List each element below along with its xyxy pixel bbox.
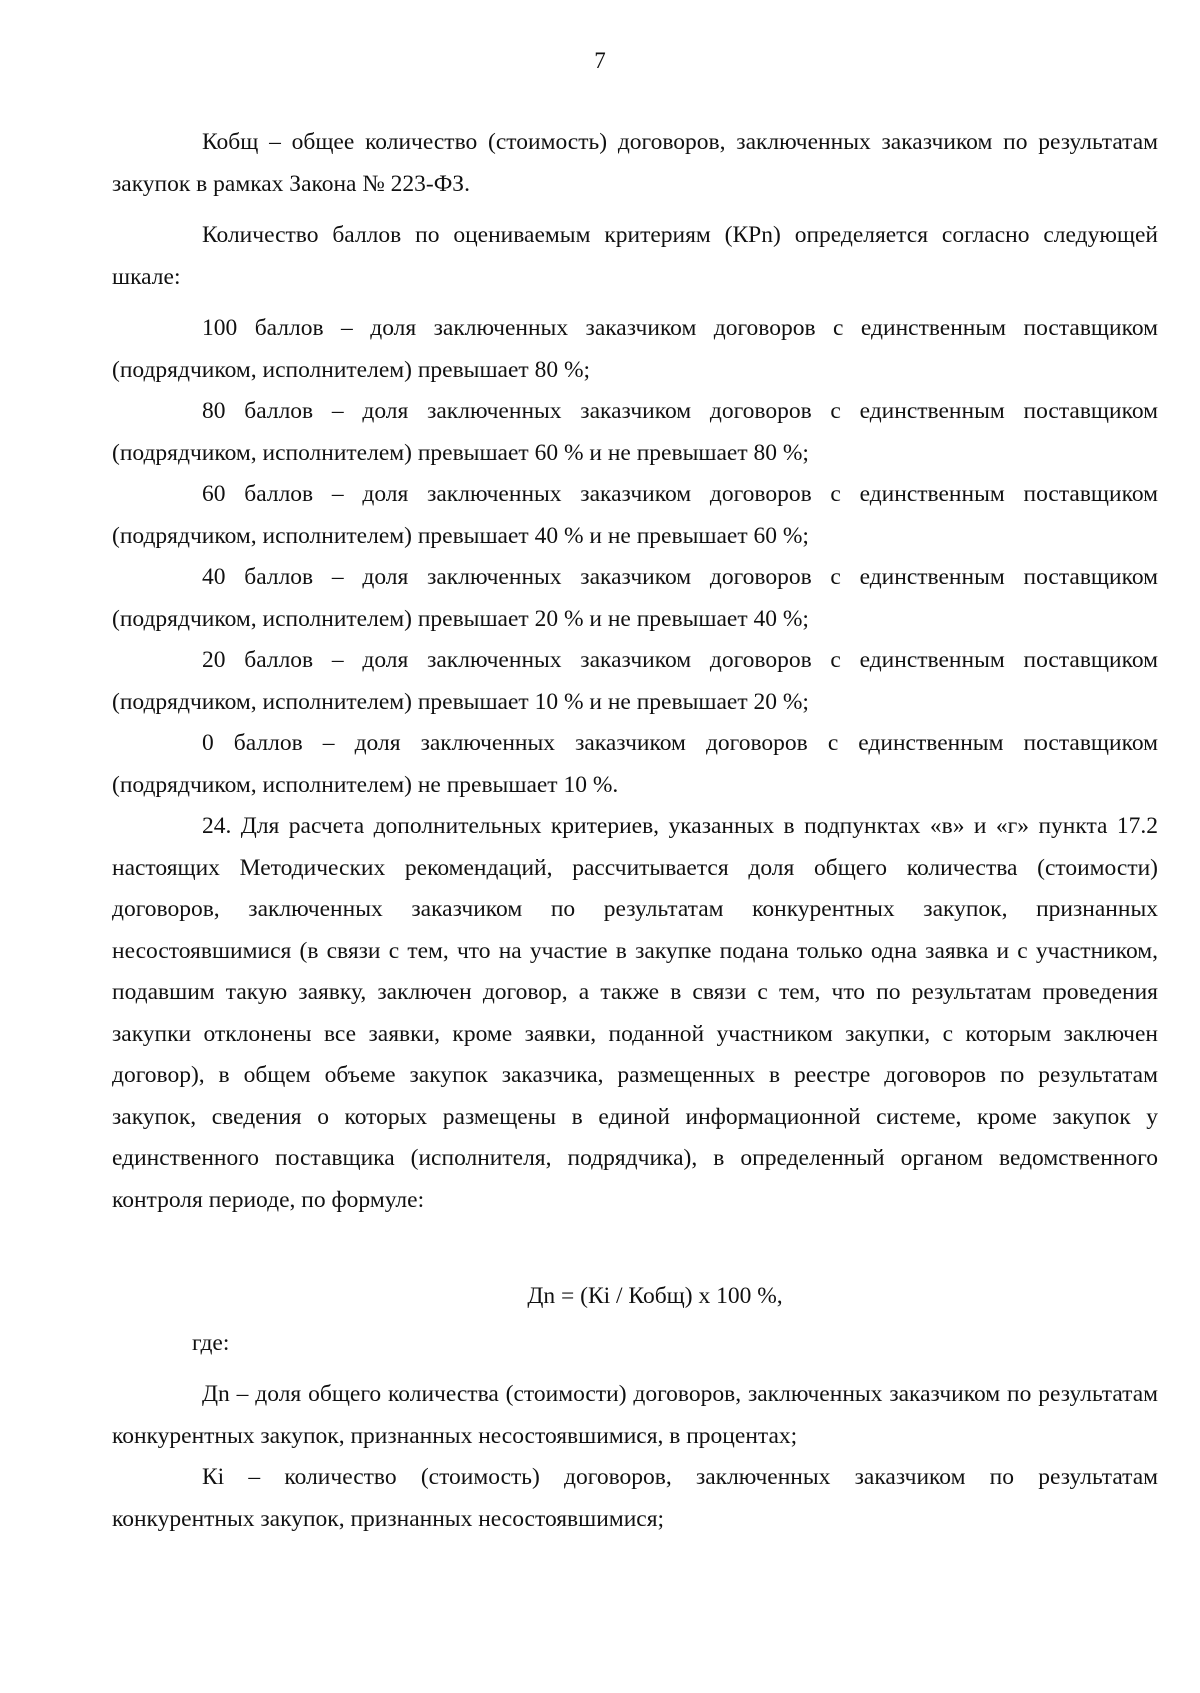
paragraph-item-24: 24. Для расчета дополнительных критериев, указанных в подпунктах «в» и «г» пункта 17.2 настоящих Методических рекомендаций, рассчитывается доля общего количества (стоимости) договоров, заключенных заказчиком по результатам конкурентных закупок, признанных несостоявшимися (в связи с тем, что на участие в закупке подана только одна заявка и с участником, подавшим такую заявку, заключен договор, а также в связи с тем, что по результатам проведения закупки отклонены все заявки, кроме заявки, поданной участником закупки, с которым заключен договор), в общем объеме закупок заказчика, размещенных в реестре договоров по результатам закупок, сведения о которых размещены в единой информационной системе, кроме закупок у единственного поставщика (исполнителя, подрядчика), в определенный органом ведомственного контроля периоде, по формуле: xyxy=(112,813,1158,1213)
definition-ki: Кi – количество (стоимость) договоров, заключенных заказчиком по результатам конкурентных закупок, признанных несостоявшимися; xyxy=(112,1464,1158,1532)
paragraph-score-0: 0 баллов – доля заключенных заказчиком договоров с единственным поставщиком (подрядчиком, исполнителем) не превышает 10 %. xyxy=(112,730,1158,798)
paragraph-score-40: 40 баллов – доля заключенных заказчиком договоров с единственным поставщиком (подрядчиком, исполнителем) превышает 20 % и не превышает 40 %; xyxy=(112,564,1158,632)
paragraph-score-20: 20 баллов – доля заключенных заказчиком договоров с единственным поставщиком (подрядчиком, исполнителем) превышает 10 % и не превышает 20 %; xyxy=(112,647,1158,715)
paragraph-score-80: 80 баллов – доля заключенных заказчиком договоров с единственным поставщиком (подрядчиком, исполнителем) превышает 60 % и не превышает 80 %; xyxy=(112,398,1158,466)
paragraph-score-60: 60 баллов – доля заключенных заказчиком договоров с единственным поставщиком (подрядчиком, исполнителем) превышает 40 % и не превышает 60 %; xyxy=(112,481,1158,549)
paragraph-kobsh-definition: Кобщ – общее количество (стоимость) договоров, заключенных заказчиком по результатам закупок в рамках Закона № 223-ФЗ. xyxy=(112,129,1158,197)
document-body xyxy=(112,122,1158,1540)
where-label: где: xyxy=(192,1329,230,1356)
paragraph-scale-intro: Количество баллов по оцениваемым критериям (КРn) определяется согласно следующей шкале: xyxy=(112,222,1158,290)
page-number: 7 xyxy=(594,48,606,73)
definition-dn: Дn – доля общего количества (стоимости) договоров, заключенных заказчиком по результатам конкурентных закупок, признанных несостоявшимися, в процентах; xyxy=(112,1381,1158,1449)
formula: Дn = (Кi / Кобщ) x 100 %, xyxy=(527,1283,783,1309)
paragraph-score-100: 100 баллов – доля заключенных заказчиком договоров с единственным поставщиком (подрядчиком, исполнителем) превышает 80 %; xyxy=(112,315,1158,383)
